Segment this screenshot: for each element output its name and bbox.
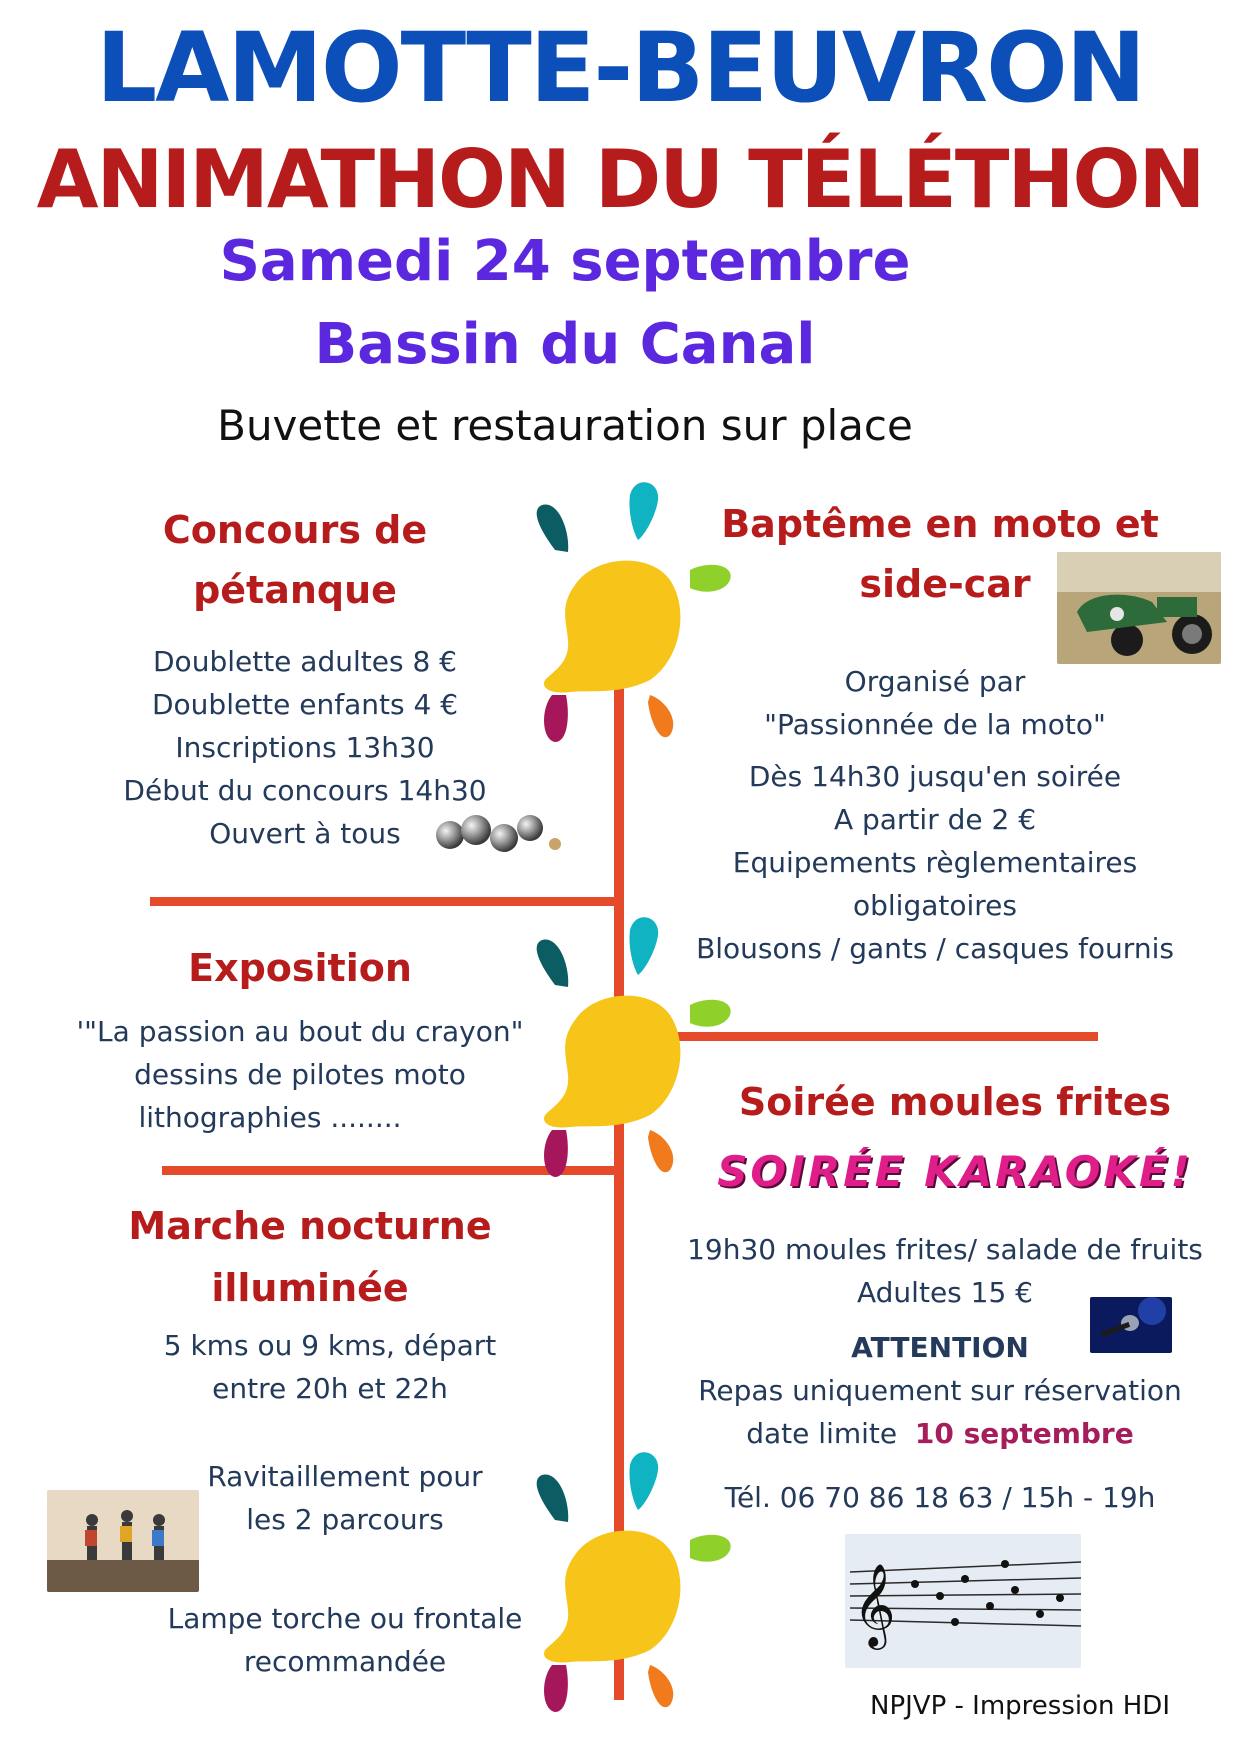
music-notes-photo xyxy=(845,1534,1081,1668)
marche-line: recommandée xyxy=(243,1645,447,1678)
petanque-title-2: pétanque xyxy=(193,568,397,612)
karaoke-banner: SOIRÉE KARAOKÉ! xyxy=(717,1147,1193,1196)
marche-line: 5 kms ou 9 kms, départ xyxy=(163,1329,497,1362)
soiree-line: Adultes 15 € xyxy=(857,1276,1033,1309)
exposition-line: lithographies ........ xyxy=(138,1101,402,1134)
marche-line: les 2 parcours xyxy=(246,1503,444,1536)
marche-line: Lampe torche ou frontale xyxy=(167,1602,523,1635)
date-title: Samedi 24 septembre xyxy=(219,229,911,294)
town-title: LAMOTTE-BEUVRON xyxy=(95,12,1145,124)
exposition-line: '"La passion au bout du crayon" xyxy=(76,1015,524,1048)
petanque-balls-image xyxy=(430,800,565,860)
moto-line: Blousons / gants / casques fournis xyxy=(696,932,1174,965)
marche-details-a xyxy=(150,1324,510,1410)
phone-line: Tél. 06 70 86 18 63 / 15h - 19h xyxy=(724,1481,1156,1514)
moto-details-b xyxy=(655,755,1215,970)
petanque-line: Inscriptions 13h30 xyxy=(175,731,435,764)
moto-line: Equipements règlementaires xyxy=(732,846,1138,879)
exposition-details xyxy=(40,1010,560,1139)
marche-title-2: illuminée xyxy=(211,1266,409,1310)
moto-line: Dès 14h30 jusqu'en soirée xyxy=(748,760,1122,793)
moto-line: A partir de 2 € xyxy=(833,803,1037,836)
reservation-line: Repas uniquement sur réservation xyxy=(698,1374,1182,1407)
petanque-line: Ouvert à tous xyxy=(209,817,401,850)
hikers-photo xyxy=(47,1490,199,1592)
buvette-line: Buvette et restauration sur place xyxy=(217,401,913,450)
event-title: ANIMATHON DU TÉLÉTHON xyxy=(36,133,1204,226)
footer-credit: NPJVP - Impression HDI xyxy=(870,1691,1170,1721)
moto-details-a xyxy=(655,660,1215,746)
marche-details-b xyxy=(165,1455,525,1541)
sidecar-photo xyxy=(1057,552,1221,664)
petanque-line: Doublette adultes 8 € xyxy=(153,645,457,678)
petanque-line: Début du concours 14h30 xyxy=(123,774,487,807)
deadline-line xyxy=(660,1412,1220,1455)
exposition-title: Exposition xyxy=(188,946,412,990)
soiree-line: 19h30 moules frites/ salade de fruits xyxy=(687,1233,1203,1266)
moto-title-1: Baptême en moto et xyxy=(721,502,1159,546)
petanque-title-1: Concours de xyxy=(162,508,428,552)
moto-line: obligatoires xyxy=(853,889,1017,922)
exposition-line: dessins de pilotes moto xyxy=(134,1058,466,1091)
marche-details-c xyxy=(140,1597,550,1683)
petanque-line: Doublette enfants 4 € xyxy=(151,688,459,721)
moto-title-2: side-car xyxy=(859,562,1031,606)
svg-text:𝄞: 𝄞 xyxy=(853,1562,896,1646)
moto-line: Organisé par xyxy=(844,665,1026,698)
deadline-prefix: date limite xyxy=(746,1417,898,1450)
place-title: Bassin du Canal xyxy=(314,312,816,377)
marche-line: entre 20h et 22h xyxy=(212,1372,448,1405)
attention-label: ATTENTION xyxy=(851,1331,1029,1364)
marche-line: Ravitaillement pour xyxy=(207,1460,483,1493)
moto-line: "Passionnée de la moto" xyxy=(764,708,1106,741)
timeline-branch-1 xyxy=(150,897,620,906)
marche-title-1: Marche nocturne xyxy=(128,1204,492,1248)
deadline-date: 10 septembre xyxy=(914,1417,1134,1450)
soiree-title: Soirée moules frites xyxy=(738,1080,1172,1124)
